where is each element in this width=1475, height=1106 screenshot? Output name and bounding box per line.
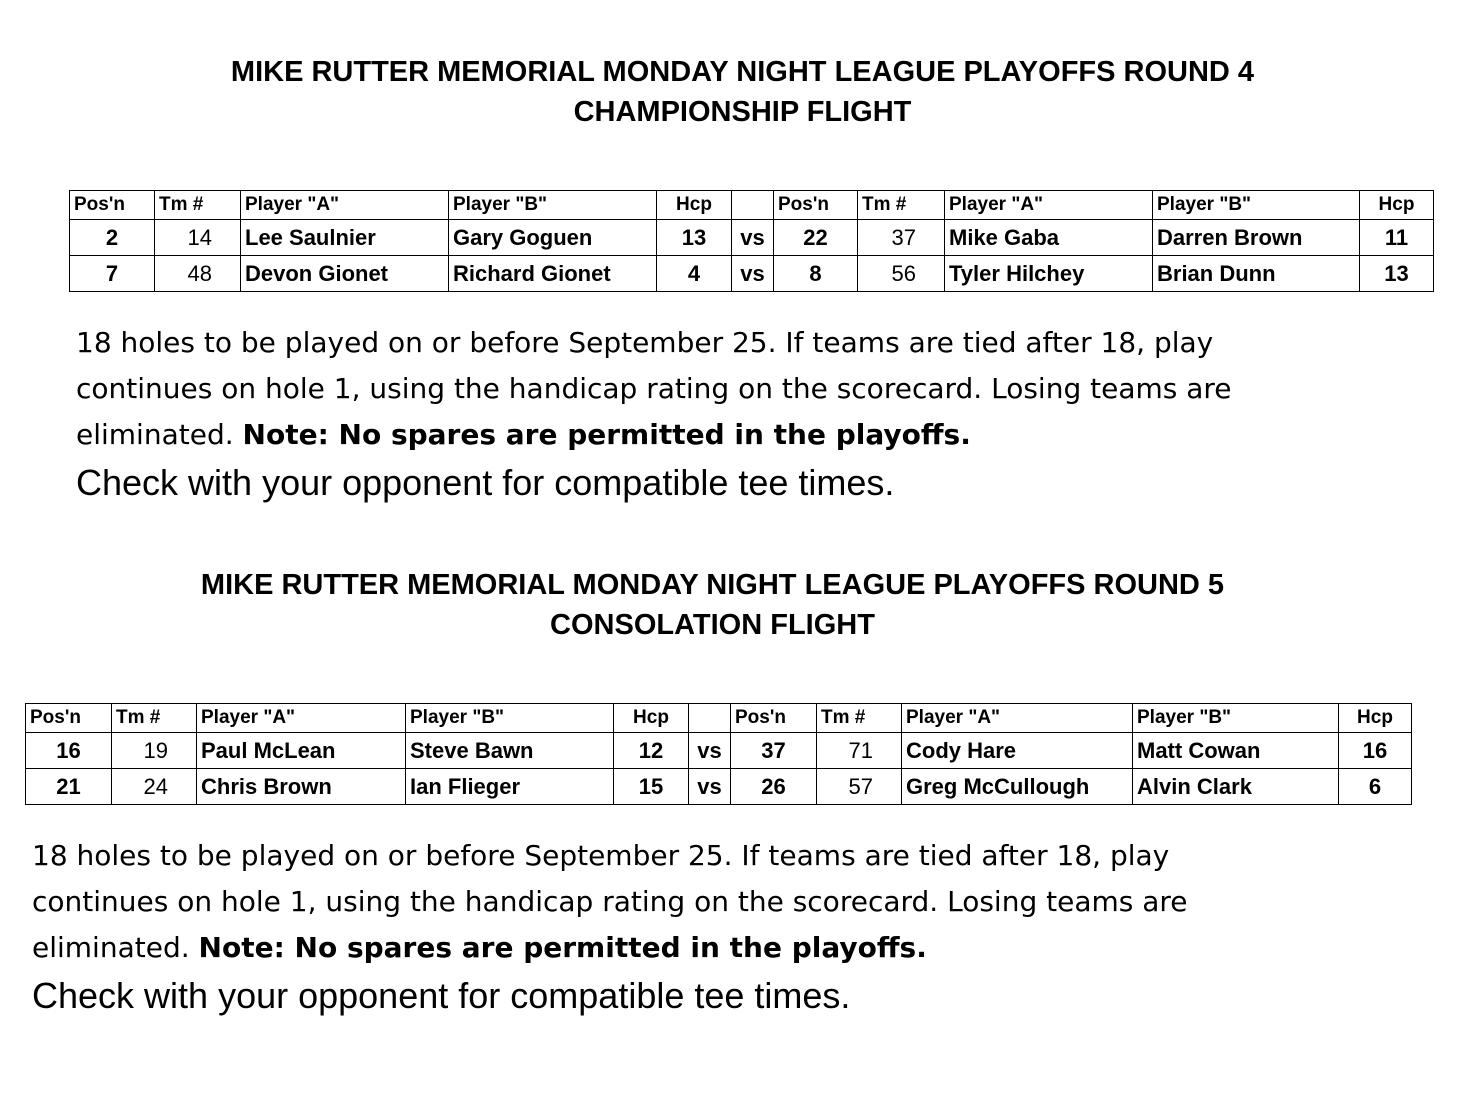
position-cell: 26 — [731, 769, 817, 805]
tee-time-reminder: Check with your opponent for compatible tee times. — [76, 462, 895, 503]
section-title — [0, 565, 1475, 645]
header-cell: Player "B" — [1133, 704, 1339, 733]
vs-cell: vs — [689, 733, 731, 769]
header-cell: Hcp — [1339, 704, 1412, 733]
team-number-cell: 37 — [858, 220, 945, 256]
table-row — [70, 220, 1434, 256]
player-a-cell: Paul McLean — [197, 733, 406, 769]
consolation-flight-section — [0, 565, 1475, 1016]
player-b-cell: Gary Goguen — [449, 220, 657, 256]
header-cell: Player "B" — [449, 191, 657, 220]
team-number-cell: 71 — [817, 733, 902, 769]
table-header-row — [26, 704, 1412, 733]
player-b-cell: Matt Cowan — [1133, 733, 1339, 769]
player-a-cell: Mike Gaba — [945, 220, 1153, 256]
player-b-cell: Alvin Clark — [1133, 769, 1339, 805]
handicap-cell: 11 — [1360, 220, 1434, 256]
title-line-2: CONSOLATION FLIGHT — [550, 609, 875, 641]
header-cell: Player "A" — [241, 191, 449, 220]
table-row — [70, 256, 1434, 292]
position-cell: 37 — [731, 733, 817, 769]
header-cell: Tm # — [817, 704, 902, 733]
rules-note-bold: Note: No spares are permitted in the playoffs. — [242, 418, 971, 451]
header-cell: Tm # — [112, 704, 197, 733]
position-cell: 21 — [26, 769, 112, 805]
player-a-cell: Devon Gionet — [241, 256, 449, 292]
player-a-cell: Greg McCullough — [902, 769, 1133, 805]
team-number-cell: 24 — [112, 769, 197, 805]
player-b-cell: Ian Flieger — [406, 769, 614, 805]
team-number-cell: 48 — [155, 256, 241, 292]
table-row — [26, 769, 1412, 805]
matchup-table — [69, 190, 1434, 292]
rules-note-bold: Note: No spares are permitted in the playoffs. — [198, 931, 927, 964]
header-cell: Hcp — [657, 191, 732, 220]
player-b-cell: Brian Dunn — [1153, 256, 1360, 292]
handicap-cell: 4 — [657, 256, 732, 292]
title-line-2: CHAMPIONSHIP FLIGHT — [573, 96, 912, 128]
header-cell: Player "A" — [902, 704, 1133, 733]
section-title — [0, 52, 1475, 132]
handicap-cell: 12 — [614, 733, 689, 769]
title-line-1: MIKE RUTTER MEMORIAL MONDAY NIGHT LEAGUE PLAYOFFS ROUND 5 — [200, 569, 1225, 601]
tee-time-reminder: Check with your opponent for compatible tee times. — [32, 975, 851, 1016]
table-header-row — [70, 191, 1434, 220]
rules-notes — [32, 833, 1232, 971]
header-cell: Player "A" — [945, 191, 1153, 220]
player-b-cell: Richard Gionet — [449, 256, 657, 292]
player-b-cell: Darren Brown — [1153, 220, 1360, 256]
team-number-cell: 14 — [155, 220, 241, 256]
player-b-cell: Steve Bawn — [406, 733, 614, 769]
vs-cell: vs — [732, 220, 774, 256]
handicap-cell: 6 — [1339, 769, 1412, 805]
position-cell: 8 — [774, 256, 858, 292]
player-a-cell: Lee Saulnier — [241, 220, 449, 256]
header-cell: Pos'n — [26, 704, 112, 733]
header-cell — [732, 191, 774, 220]
header-cell — [689, 704, 731, 733]
team-number-cell: 56 — [858, 256, 945, 292]
title-line-1: MIKE RUTTER MEMORIAL MONDAY NIGHT LEAGUE PLAYOFFS ROUND 4 — [230, 56, 1255, 88]
position-cell: 7 — [70, 256, 155, 292]
header-cell: Player "A" — [197, 704, 406, 733]
player-a-cell: Tyler Hilchey — [945, 256, 1153, 292]
header-cell: Pos'n — [731, 704, 817, 733]
header-cell: Hcp — [614, 704, 689, 733]
header-cell: Tm # — [858, 191, 945, 220]
position-cell: 16 — [26, 733, 112, 769]
header-cell: Pos'n — [774, 191, 858, 220]
player-a-cell: Chris Brown — [197, 769, 406, 805]
player-a-cell: Cody Hare — [902, 733, 1133, 769]
handicap-cell: 13 — [1360, 256, 1434, 292]
rules-notes — [76, 320, 1276, 458]
vs-cell: vs — [689, 769, 731, 805]
team-number-cell: 57 — [817, 769, 902, 805]
vs-cell: vs — [732, 256, 774, 292]
rules-text: 18 holes to be played on or before September 25. If teams are tied after 18, play continues on hole 1, using the handicap rating on the scorecard. Losing teams are eliminated. — [76, 326, 1232, 451]
header-cell: Player "B" — [406, 704, 614, 733]
championship-flight-section — [0, 52, 1475, 503]
handicap-cell: 16 — [1339, 733, 1412, 769]
position-cell: 2 — [70, 220, 155, 256]
header-cell: Tm # — [155, 191, 241, 220]
rules-text: 18 holes to be played on or before September 25. If teams are tied after 18, play continues on hole 1, using the handicap rating on the scorecard. Losing teams are eliminated. — [32, 839, 1188, 964]
team-number-cell: 19 — [112, 733, 197, 769]
header-cell: Pos'n — [70, 191, 155, 220]
handicap-cell: 15 — [614, 769, 689, 805]
position-cell: 22 — [774, 220, 858, 256]
header-cell: Player "B" — [1153, 191, 1360, 220]
matchup-table — [25, 703, 1412, 805]
handicap-cell: 13 — [657, 220, 732, 256]
table-row — [26, 733, 1412, 769]
header-cell: Hcp — [1360, 191, 1434, 220]
